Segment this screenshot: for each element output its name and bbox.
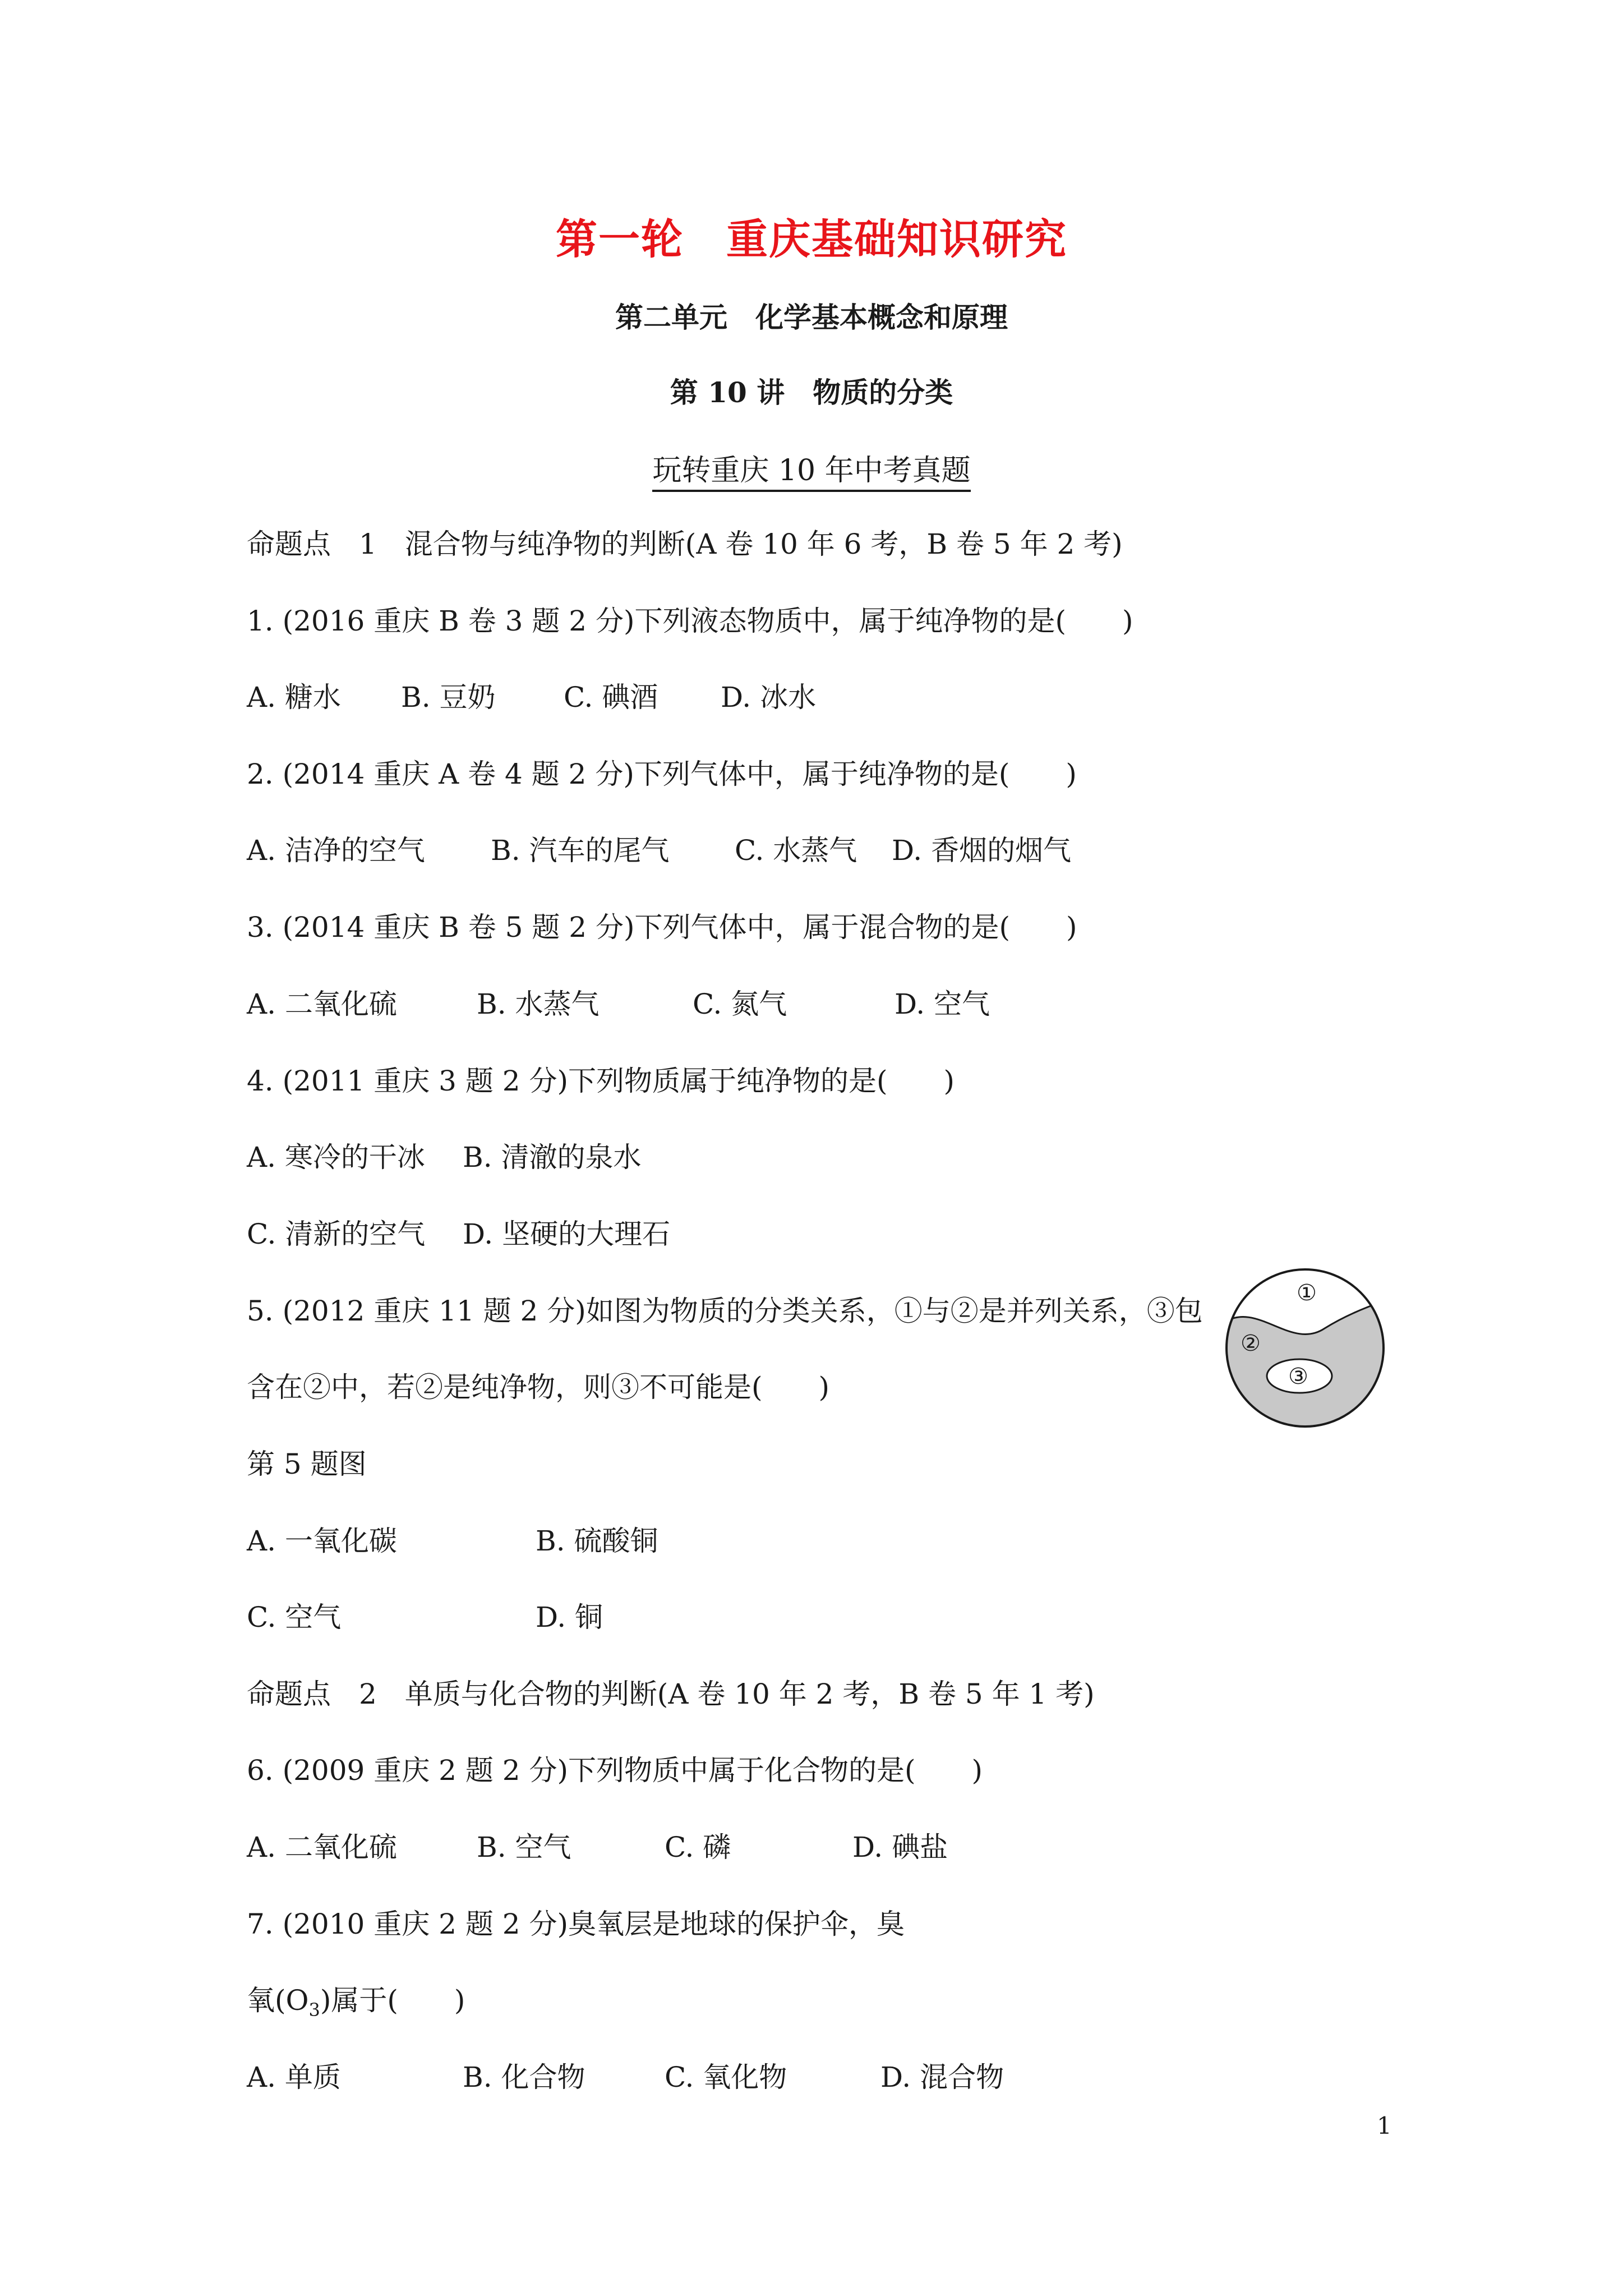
q3-option-a: A. 二氧化硫: [247, 988, 397, 1020]
q7-option-a: A. 单质: [247, 2061, 341, 2093]
q6-option-b: B. 空气: [477, 1831, 571, 1864]
topic-1: 命题点 1 混合物与纯净物的判断(A 卷 10 年 6 考，B 卷 5 年 2 考): [247, 528, 1123, 560]
q7-formula-post: )属于( ): [320, 1984, 465, 2017]
q5-option-b: B. 硫酸铜: [536, 1525, 658, 1557]
q2-option-d: D. 香烟的烟气: [892, 834, 1072, 867]
question-7-line-1: 7. (2010 重庆 2 题 2 分)臭氧层是地球的保护伞，臭: [247, 1908, 905, 1940]
q2-option-c: C. 水蒸气: [735, 834, 857, 867]
q5-option-a: A. 一氧化碳: [247, 1525, 397, 1557]
q2-option-b: B. 汽车的尾气: [491, 834, 670, 867]
q1-option-c: C. 碘酒: [564, 681, 658, 714]
q7-formula-subscript: 3: [308, 1999, 320, 2021]
q5-option-d: D. 铜: [536, 1601, 603, 1634]
question-4: 4. (2011 重庆 3 题 2 分)下列物质属于纯净物的是( ): [247, 1065, 955, 1097]
section-heading: [0, 447, 1623, 489]
question-1: 1. (2016 重庆 B 卷 3 题 2 分)下列液态物质中，属于纯净物的是( ): [247, 605, 1133, 637]
q4-option-d: D. 坚硬的大理石: [463, 1218, 671, 1250]
q3-option-c: C. 氮气: [693, 988, 787, 1020]
q4-option-b: B. 清澈的泉水: [463, 1141, 642, 1174]
q5-option-c: C. 空气: [247, 1601, 342, 1634]
question-5-line-2: 含在②中，若②是纯净物，则③不可能是( ): [247, 1371, 830, 1404]
fig-label-2: ②: [1241, 1331, 1261, 1356]
classification-diagram: [1224, 1267, 1386, 1429]
question-5-line-1: 5. (2012 重庆 11 题 2 分)如图为物质的分类关系，①与②是并列关系，③包: [247, 1295, 1203, 1327]
q1-option-b: B. 豆奶: [401, 681, 496, 714]
q7-formula-pre: 氧(O: [247, 1984, 309, 2017]
q6-option-c: C. 磷: [665, 1831, 731, 1864]
question-6: 6. (2009 重庆 2 题 2 分)下列物质中属于化合物的是( ): [247, 1754, 983, 1787]
unit-heading: 第二单元 化学基本概念和原理: [615, 301, 1008, 334]
q7-option-d: D. 混合物: [880, 2061, 1004, 2093]
question-2: 2. (2014 重庆 A 卷 4 题 2 分)下列气体中，属于纯净物的是( ): [247, 758, 1077, 790]
q4-option-c: C. 清新的空气: [247, 1218, 426, 1250]
q7-option-b: B. 化合物: [463, 2061, 585, 2093]
q3-option-d: D. 空气: [895, 988, 990, 1020]
lesson-heading: 第 10 讲 物质的分类: [670, 376, 953, 409]
question-3: 3. (2014 重庆 B 卷 5 题 2 分)下列气体中，属于混合物的是( ): [247, 911, 1077, 944]
q6-option-d: D. 碘盐: [852, 1831, 948, 1864]
q4-option-a: A. 寒冷的干冰: [247, 1141, 425, 1174]
section-heading-text: 玩转重庆 10 年中考真题: [652, 454, 970, 492]
q3-option-b: B. 水蒸气: [477, 988, 600, 1020]
fig-label-1: ①: [1297, 1280, 1317, 1306]
question-5-caption: 第 5 题图: [247, 1448, 367, 1480]
q6-option-a: A. 二氧化硫: [247, 1831, 397, 1864]
fig-label-3: ③: [1288, 1364, 1308, 1389]
q1-option-a: A. 糖水: [247, 681, 341, 714]
q7-option-c: C. 氧化物: [665, 2061, 787, 2093]
q2-option-a: A. 洁净的空气: [247, 834, 425, 867]
page-number: 1: [1377, 2112, 1392, 2139]
page-title: 第一轮 重庆基础知识研究: [556, 215, 1067, 264]
question-7-line-2: [247, 1978, 465, 2021]
q1-option-d: D. 冰水: [721, 681, 817, 714]
topic-2: 命题点 2 单质与化合物的判断(A 卷 10 年 2 考，B 卷 5 年 1 考): [247, 1678, 1095, 1710]
